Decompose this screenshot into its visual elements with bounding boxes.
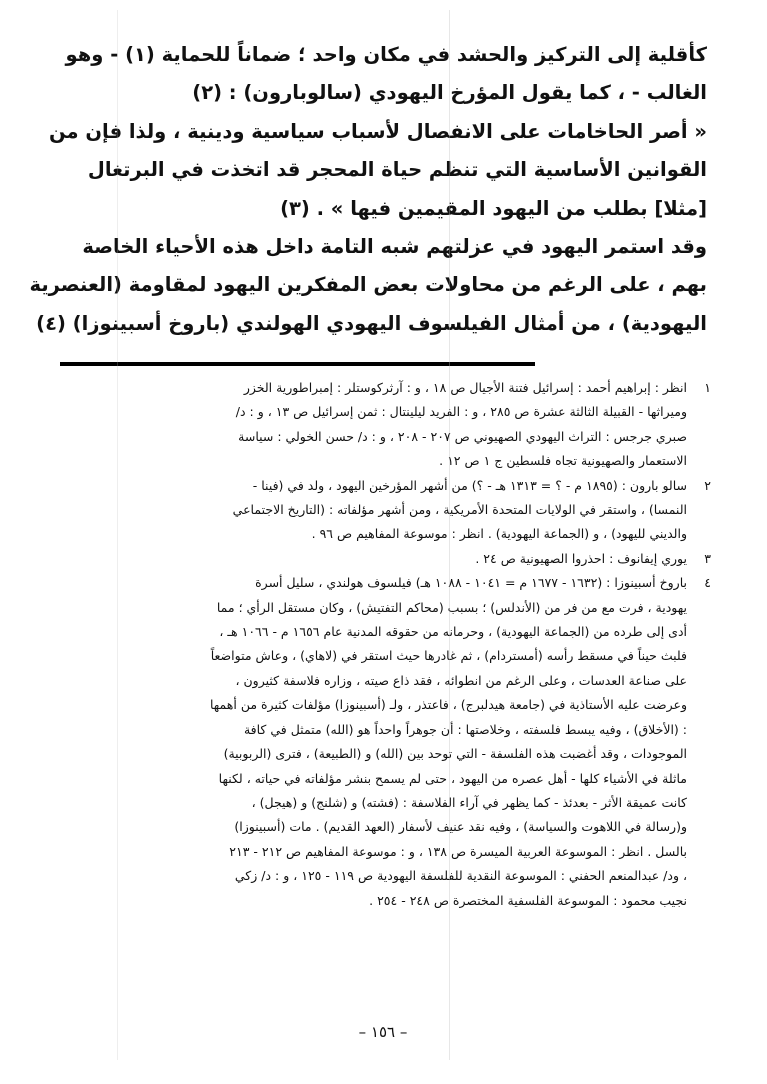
footnote-line: النمسا) ، واستقر في الولايات المتحدة الأمريكية ، ومن أشهر مؤلفاته : (التاريخ الاجتماعي: [232, 502, 687, 518]
footnote-line: فلبث حيناً في مسقط رأسه (أمستردام) ، ثم غادرها حيث استقر في (لاهاي) ، وعاش متواضعاً: [210, 648, 687, 664]
scan-fold-line: [449, 10, 450, 1060]
footnote-number: ٢: [704, 477, 711, 493]
footnote-line: يوري إيفانوف : احذروا الصهيونية ص ٢٤ .: [475, 550, 687, 566]
footnote-line: : (الأخلاق) ، وفيه يبسط فلسفته ، وخلاصتها : أن جوهراً واحداً هو (الله) متمثل في كافة: [243, 721, 687, 737]
footnote-separator-rule: [60, 362, 535, 366]
footnote-line: على صناعة العدسات ، وعلى الرغم من انطوائه ، فقد ذاع صيته ، وزاره فلاسفة كثيرون ،: [235, 672, 687, 688]
footnote-2: [50, 474, 711, 547]
footnote-line: كانت عميقة الأثر - بعدئذ - كما يظهر في آراء الفلاسفة : (فشته) و (شلنج) و (هيجل) ،: [251, 794, 687, 810]
footnote-number: ١: [704, 380, 711, 395]
footnote-line: ، ود/ عبدالمنعم الحفني : الموسوعة النقدية للفلسفة اليهودية ص ١١٩ - ١٢٥ ، و : د/ زكي: [234, 868, 687, 884]
footnote-line: و(رسالة في اللاهوت والسياسة) ، وفيه نقد عنيف لأسفار (العهد القديم) . مات (أسبينوزا): [234, 819, 687, 835]
page-number: – ١٥٦ –: [358, 1023, 408, 1041]
footnote-line: الاستعمار والصهيونية تجاه فلسطين ج ١ ص ١٢ .: [439, 453, 687, 469]
body-line: وقد استمر اليهود في عزلتهم شبه التامة داخل هذه الأحياء الخاصة: [82, 235, 707, 259]
footnote-line: باروخ أسبينوزا : (١٦٣٢ - ١٦٧٧ م = ١٠٤١ - ١٠٨٨ هـ) فيلسوف هولندي ، سليل أسرة: [255, 575, 687, 591]
scan-fold-line: [117, 10, 118, 1060]
footnote-line: يهودية ، فرت مع من فر من (الأندلس) ؛ بسبب (محاكم التفتيش) ، وكان مستقل الرأي ؛ مما: [216, 599, 687, 615]
footnote-line: ماثلة في الأشياء كلها - أهل عصره من اليهود ، حتى لم يسمح بنشر مؤلفاته في حياته ، لكنها: [218, 770, 687, 786]
footnote-number: ٣: [704, 550, 711, 566]
body-line: الغالب - ، كما يقول المؤرخ اليهودي (سالوبارون) : (٢): [192, 81, 707, 105]
footnote-line: بالسل . انظر : الموسوعة العربية الميسرة ص ١٣٨ ، و : موسوعة المفاهيم ص ٢١٢ - ٢١٣: [229, 843, 687, 859]
body-line: [مثلا] بطلب من اليهود المقيمين فيها » . (٣): [280, 196, 707, 220]
footnote-line: سالو بارون : (١٨٩٥ م - ؟ = ١٣١٣ هـ - ؟) من أشهر المؤرخين اليهود ، ولد في (فينا -: [252, 477, 687, 493]
footnote-line: وعرضت عليه الأستاذية في (جامعة هيدلبرج) ، فاعتذر ، ولـ (أسبينوزا) مؤلفات كثيرة من أهمها: [209, 697, 687, 713]
body-line: القوانين الأساسية التي تنظم حياة المحجر قد اتخذت في البرتغال: [87, 158, 707, 182]
footnote-line: انظر : إبراهيم أحمد : إسرائيل فتنة الأجيال ص ١٨ ، و : آرثركوستلر : إمبراطورية الخزر: [243, 380, 687, 395]
footnote-number: ٤: [704, 575, 711, 591]
footnote-3: [50, 547, 711, 571]
footnote-line: نجيب محمود : الموسوعة الفلسفية المختصرة ص ٢٤٨ - ٢٥٤ .: [369, 892, 687, 908]
footnote-line: صبري جرجس : التراث اليهودي الصهيوني ص ٢٠٧ - ٢٠٨ ، و : د/ حسن الخولي : سياسة: [238, 428, 687, 444]
footnotes: [50, 376, 711, 913]
body-line: « أصر الحاخامات على الانفصال لأسباب سياسية ودينية ، ولذا فإن من: [48, 119, 707, 143]
main-body-text: [29, 36, 707, 343]
body-line: كأقلية إلى التركيز والحشد في مكان واحد ؛ ضماناً للحماية (١) - وهو: [65, 43, 707, 66]
body-line: بهم ، على الرغم من محاولات بعض المفكرين اليهود لمقاومة (العنصرية: [29, 273, 707, 297]
footnote-4: [50, 571, 711, 913]
footnote-1: [50, 376, 711, 474]
footnote-line: أدى إلى طرده من (الجماعة اليهودية) ، وحرمانه من حقوقه المدنية عام ١٦٥٦ م - ١٠٦٦ هـ ،: [219, 624, 687, 640]
footnote-line: الموجودات ، وقد أغضبت هذه الفلسفة - التي توحد بين (الله) و (الطبيعة) ، فترى (الربوبية): [223, 746, 687, 762]
body-line: اليهودية) ، من أمثال الفيلسوف اليهودي الهولندي (باروخ أسبينوزا) (٤): [36, 311, 707, 335]
footnote-line: والديني لليهود) ، و (الجماعة اليهودية) . انظر : موسوعة المفاهيم ص ٩٦ .: [311, 526, 687, 542]
footnote-line: وميراثها - القبيلة الثالثة عشرة ص ٢٨٥ ، و : الفريد ليلينتال : ثمن إسرائيل ص ١٣ ، و : د/: [235, 404, 687, 420]
